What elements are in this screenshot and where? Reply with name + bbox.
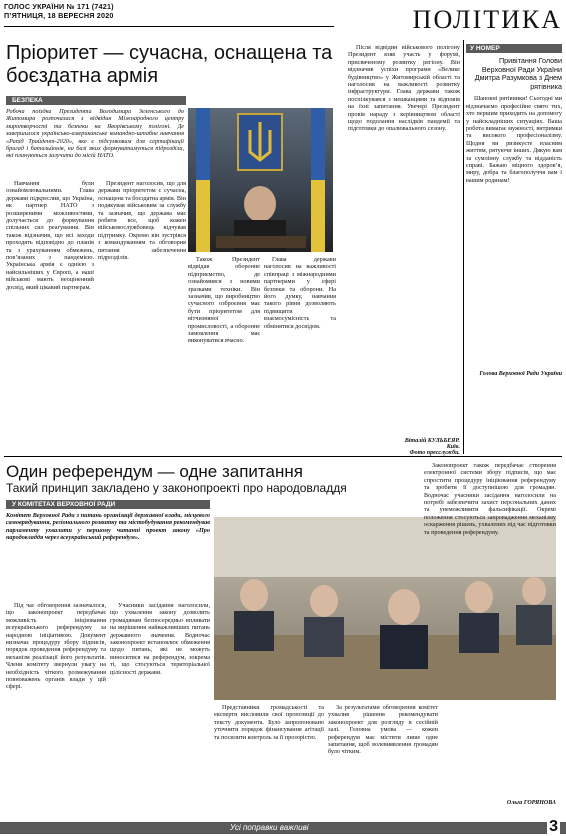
committee-meeting-photo [214,517,556,700]
article2-col1-text: Під час обговорення зазначалося, що законопроект передбачає можливість ініціювання всеукраїнського референдуму за народною ініціативою. Документ визначає процедуру збору підписів, порядок проведення референдуму та механізм реалізації його результатів. Члени комітету звернули увагу на необхідність чіткого розмежування повноважень органів влади у цій сфері. [6,602,106,691]
meeting-scene-icon [214,517,556,700]
article1-place: Київ. [446,444,460,450]
article1-col4-text: Глава держави наголосив на важливості співпраці з міжнародними партнерами у сфері безпеки та оборони. На його думку, навчання такого рівня дозволяють підвищити взаємосумісність та обмінятися досвідом. [264,256,336,330]
issue-number: ГОЛОС УКРАЇНИ № 171 (7421) [4,2,114,11]
article2-subhead: Такий принцип закладено у законопроекті про народовладдя [6,481,347,495]
article2-col1 [6,602,106,816]
coat-of-arms-icon [188,108,333,252]
article1-col5-text: Після відвідин військового полігону Президент взяв участь у форумі, присвяченому розвитку регіону. Він відзначив успіхи програми «Велике будівництво» у Житомирській області та наголосив на важливості розвитку інфраструктури. Глава держави також поспілкувався з мешканцями та відповів на їхні запитання. Увечері Президент провів нараду з керівництвом області щодо подолання наслідків пандемії та підготовки до опалювального сезону. [348,44,460,133]
section-title: ПОЛІТИКА [412,5,562,34]
article2-col4 [328,704,438,816]
masthead [4,2,562,36]
footer-slogan: Усі поправки важливі [230,823,309,832]
article2-col3 [214,704,324,816]
article1-byline [348,438,460,456]
article1-col2 [98,180,186,452]
article2-col5-text: Законопроект також передбачає створення електронної системи збору підписів, що має спростити процедуру ініціювання референдуму та зробити її доступнішою для громадян. Водночас учасники засідання наголосили на потребі забезпечити захист персональних даних та унеможливити фальсифікації. Окремі положення стосуються запровадження механізму оскарження рішень, ухвалених під час підготовки та проведення референдуму. [424,462,556,536]
article1-headline: Пріоритет — сучасна, оснащена та боєздатна армія [6,42,333,87]
page-footer [0,818,566,836]
sidebar-signature: Голова Верховної Ради України [479,371,562,378]
article1-col3 [188,256,260,452]
article1-lead: Робоча поїздка Президента Володимира Зеленського до Житомира розпочалася з відвідин Міжнародного центру миротворчості та безпеки на Яворівському полігоні. Де завершилося українсько-американське командно-штабне навчання «Рапід Трайдент-2020», яке є підсумковим для сертифікації бригад і батальйонів, на базі яких формуватимуться підрозділи, які плануються залучити до місій НАТО. [6,108,184,160]
article2-col3-text: Представники громадськості та експерти висловили свої пропозиції до тексту документа. Було запропоновано уточнити порядок фінансування агітації та посилити контроль за її прозорістю. [214,704,324,741]
article2-col4-text: За результатами обговорення комітет ухвалив рішення рекомендувати законопроект для розгляду в сесійній залі. Головна умова — кожен референдум має містити лише одне запитання, щоб волевиявлення громадян було чітким. [328,704,438,756]
section-divider [4,456,562,457]
article1-col5 [348,44,460,438]
article2-col2-text: Учасники засідання наголосили, що ухвалення закону дозволить громадянам безпосередньо впливати на вирішення найважливіших питань державного значення. Водночас законопроект встановлює обмеження щодо питань, які не можуть виноситися на референдум, зокрема ті, що стосуються територіальної цілісності держави. [110,602,210,676]
article1-col1-text: Навчання були ознайомлювальними. Глава держави підкреслив, що Україна, як партнер НАТО з розширеними можливостями, долучається до формування спільних сил реагування. Він також відзначив, що всі заходи проходять відповідно до планів та з урахуванням обмежень, пов’язаних з пандемією. Українська армія є однією з найсильніших у Європі, а наші військові мають неоціненний досвід, який цікавий партнерам. [6,180,94,291]
page-number: 3 [549,818,558,835]
sidebar-title: Привітання Голови Верховної Ради України Дмитра Разумкова з Днем рятівника [474,56,562,91]
article2-kicker: У КОМІТЕТАХ ВЕРХОВНОЇ РАДИ [6,500,210,509]
article2-author: Ольга ГОРЯНОВА [506,800,556,806]
article1-author: Віталій КУЛЬБЕЯР. [404,438,460,444]
sidebar-body-text: Шановні рятівники! Сьогодні ми відзначаємо професійне свято тих, хто першим приходить на допомогу у найскладніших ситуаціях. Ваша робота вимагає мужності, витримки та високого професіоналізму. Щодня ви ризикуєте власним життям, рятуючи інших. Дякую вам за сумлінну службу та відданість справі. Бажаю міцного здоров’я, миру, добра та благополуччя вам і вашим родинам! [466,95,562,184]
article2-col2 [110,602,210,816]
article1-photo-credit: Фото пресслужби. [409,450,460,456]
article1-col1 [6,180,94,452]
article2-col5 [424,462,556,536]
sidebar-body [466,95,562,367]
article1-col4 [264,256,336,452]
issue-info [4,2,114,20]
article1-col2-text: Президент наголосив, що для держави пріоритетом є сучасна, оснащена та боєздатна армія. Він подякував військовим за службу та зазначив, що держава має робити все, щоб кожен військовослужбовець відчував підтримку. Окремо він зустрівся з командуванням та обговорив питання забезпечення підрозділів. [98,180,186,262]
article1-col3-text: Також Президент відвідав оборонне підприємство, де ознайомився з новими зразками техніки. Він зазначив, що виробництво сучасного озброєння має бути пріоритетом для вітчизняної промисловості, а оборонне замовлення має виконуватися вчасно. [188,256,260,345]
article2-headline: Один референдум — одне запитання [6,462,303,481]
article2-lead: Комітет Верховної Ради з питань організації державної влади, місцевого самоврядування, регіонального розвитку та містобудування рекомендував парламенту ухвалити у першому читанні проект закону «Про народовладдя через всеукраїнський референдум». [6,512,210,542]
masthead-rule [4,26,334,27]
president-photo [188,108,333,252]
sidebar-kicker: У НОМЕР [466,44,562,53]
article1-kicker: БЕЗПЕКА [6,96,186,105]
sidebar-divider [463,40,464,454]
sidebar [466,44,562,377]
issue-date: П’ЯТНИЦЯ, 18 ВЕРЕСНЯ 2020 [4,11,114,20]
